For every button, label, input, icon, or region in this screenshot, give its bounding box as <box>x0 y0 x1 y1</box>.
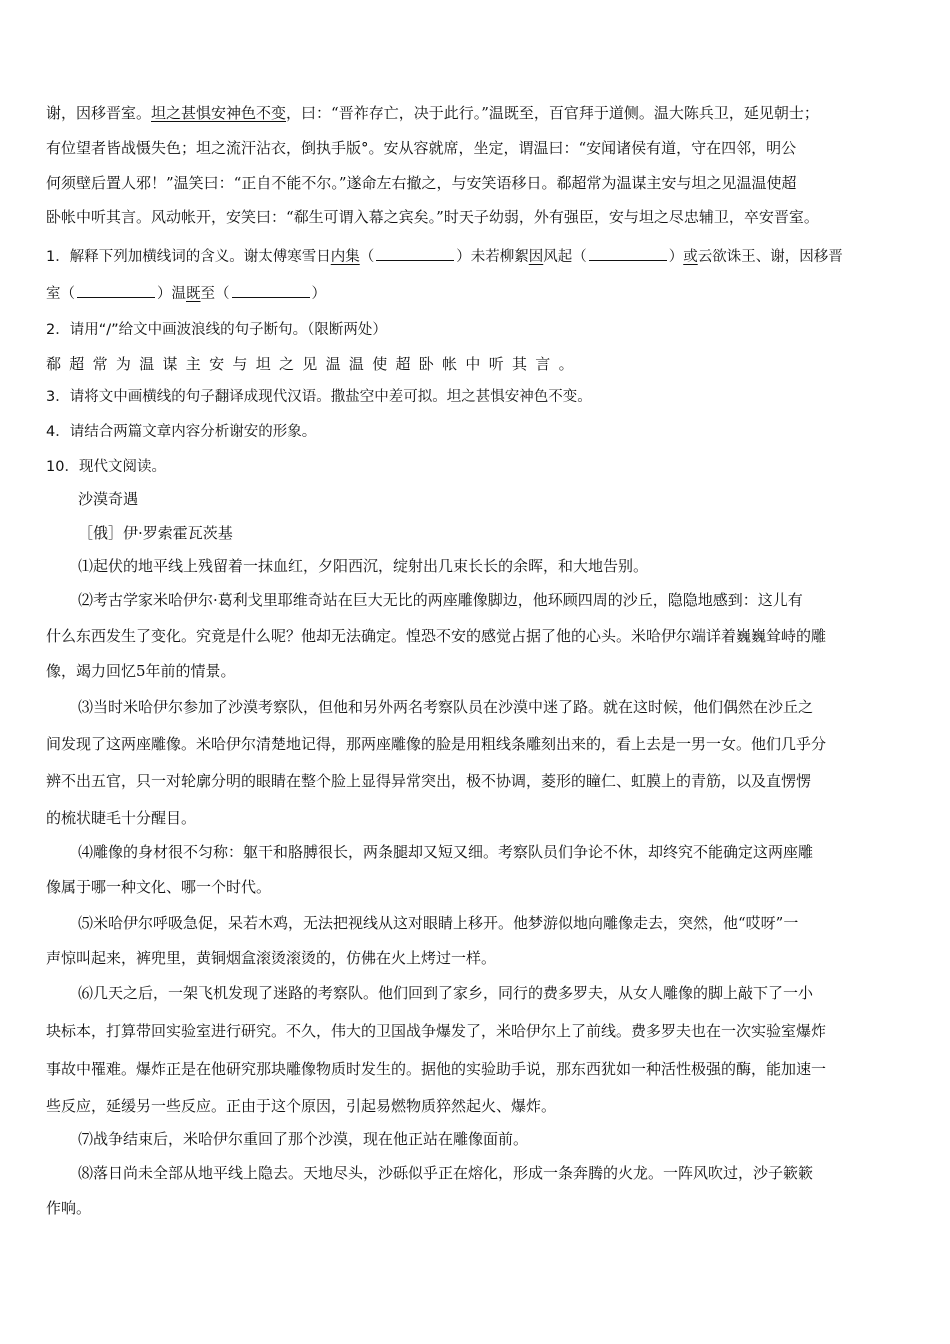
answer-blank-3[interactable] <box>77 283 155 298</box>
passage-line-4: 卧帐中听其言。风动帐开，安笑曰：“郗生可谓入幕之宾矣。”时天子幼弱，外有强臣，安与坦之尽忠辅卫，卒安晋室。 <box>46 208 819 226</box>
paragraph-6-line-1: ⑹几天之后，一架飞机发现了迷路的考察队。他们回到了家乡，同行的费多罗夫，从女人雕像的脚上敲下了一小 <box>78 984 814 1002</box>
paragraph-4-line-1: ⑷雕像的身材很不匀称：躯干和胳膊很长，两条腿却又短又细。考察队员们争论不休，却终究不能确定这两座雕 <box>78 843 814 861</box>
underlined-word-ji: 既 <box>186 286 201 302</box>
paragraph-6-line-2: 块标本，打算带回实验室进行研究。不久，伟大的卫国战争爆发了，米哈伊尔上了前线。费多罗夫也在一次实验室爆炸 <box>46 1022 827 1040</box>
paragraph-3-line-1: ⑶当时米哈伊尔参加了沙漠考察队，但他和另外两名考察队员在沙漠中迷了路。就在这时候，他们偶然在沙丘之 <box>78 698 814 716</box>
underlined-sentence: 坦之甚惧安神色不变 <box>151 104 287 122</box>
paragraph-3-line-2: 间发现了这两座雕像。米哈伊尔清楚地记得，那两座雕像的脸是用粗线条雕刻出来的，看上去是一男一女。他们几乎分 <box>46 735 827 753</box>
underlined-word-yin: 因 <box>528 249 544 265</box>
paragraph-8-line-2: 作响。 <box>46 1199 92 1217</box>
passage-line-2: 有位望者皆战慑失色；坦之流汗沾衣，倒执手版°。安从容就席，坐定，谓温曰：“安闻诸侯有道，守在四邻，明公 <box>46 139 797 157</box>
paragraph-2-line-1: ⑵考古学家米哈伊尔·葛利戈里耶维奇站在巨大无比的两座雕像脚边，他环顾四周的沙丘，隐隐地感到：这儿有 <box>78 591 803 609</box>
question-3: 3．请将文中画横线的句子翻译成现代汉语。撒盐空中差可拟。坦之甚惧安神色不变。 <box>46 389 592 405</box>
question-2-sentence: 郗超常为温谋主安与坦之见温温使超卧帐中听其言。 <box>46 355 582 373</box>
question-1-line-1: 1．解释下列加横线词的含义。谢太傅寒雪日内集（ ）未若柳絮因风起（ ）或云欲诛王、谢，因移晋 <box>46 246 906 267</box>
answer-blank-1[interactable] <box>376 246 454 261</box>
paragraph-2-line-3: 像，竭力回忆5年前的情景。 <box>46 662 236 680</box>
paragraph-7: ⑺战争结束后，米哈伊尔重回了那个沙漠，现在他正站在雕像面前。 <box>78 1130 529 1148</box>
story-title: 沙漠奇遇 <box>78 490 139 508</box>
question-10: 10．现代文阅读。 <box>46 459 166 475</box>
paragraph-6-line-4: 些反应，延缓另一些反应。正由于这个原因，引起易燃物质猝然起火、爆炸。 <box>46 1097 557 1115</box>
paragraph-2-line-2: 什么东西发生了变化。究竟是什么呢？他却无法确定。惶恐不安的感觉占据了他的心头。米哈伊尔端详着巍巍耸峙的雕 <box>46 627 827 645</box>
paragraph-3-line-3: 辨不出五官，只一对轮廓分明的眼睛在整个脸上显得异常突出，极不协调，菱形的瞳仁、虹膜上的青筋，以及直愣愣 <box>46 772 812 790</box>
passage-line-3: 何须壁后置人邪！”温笑曰：“正自不能不尔。”遂命左右撤之，与安笑语移日。郗超常为温谋主安与坦之见温温使超 <box>46 174 797 192</box>
answer-blank-4[interactable] <box>232 283 310 298</box>
paragraph-3-line-4: 的梳状睫毛十分醒目。 <box>46 809 197 827</box>
underlined-word-huo: 或 <box>683 249 698 265</box>
story-author: ［俄］伊·罗索霍瓦茨基 <box>78 524 233 542</box>
paragraph-4-line-2: 像属于哪一种文化、哪一个时代。 <box>46 878 272 896</box>
underlined-word-neiji: 内集 <box>330 249 360 265</box>
paragraph-5-line-2: 声惊叫起来，裤兜里，黄铜烟盒滚烫滚烫的，仿佛在火上烤过一样。 <box>46 949 497 967</box>
passage-line-1: 谢，因移晋室。坦之甚惧安神色不变，曰：“晋祚存亡，决于此行。”温既至，百官拜于道侧。温大陈兵卫，延见朝士； <box>46 104 819 122</box>
paragraph-5-line-1: ⑸米哈伊尔呼吸急促，呆若木鸡，无法把视线从这对眼睛上移开。他梦游似地向雕像走去，突然，他“哎呀”一 <box>78 914 799 932</box>
question-1-line-2: 室（ ）温既至（ ） <box>46 283 906 304</box>
paragraph-8-line-1: ⑻落日尚未全部从地平线上隐去。天地尽头，沙砾似乎正在熔化，形成一条奔腾的火龙。一阵风吹过，沙子簌簌 <box>78 1164 814 1182</box>
question-4: 4．请结合两篇文章内容分析谢安的形象。 <box>46 424 317 440</box>
question-2: 2．请用“/”给文中画波浪线的句子断句。（限断两处） <box>46 322 387 338</box>
paragraph-6-line-3: 事故中罹难。爆炸正是在他研究那块雕像物质时发生的。据他的实验助手说，那东西犹如一种活性极强的酶，能加速一 <box>46 1060 827 1078</box>
paragraph-1: ⑴起伏的地平线上残留着一抹血红，夕阳西沉，绽射出几束长长的余晖，和大地告别。 <box>78 557 649 575</box>
answer-blank-2[interactable] <box>589 246 667 261</box>
